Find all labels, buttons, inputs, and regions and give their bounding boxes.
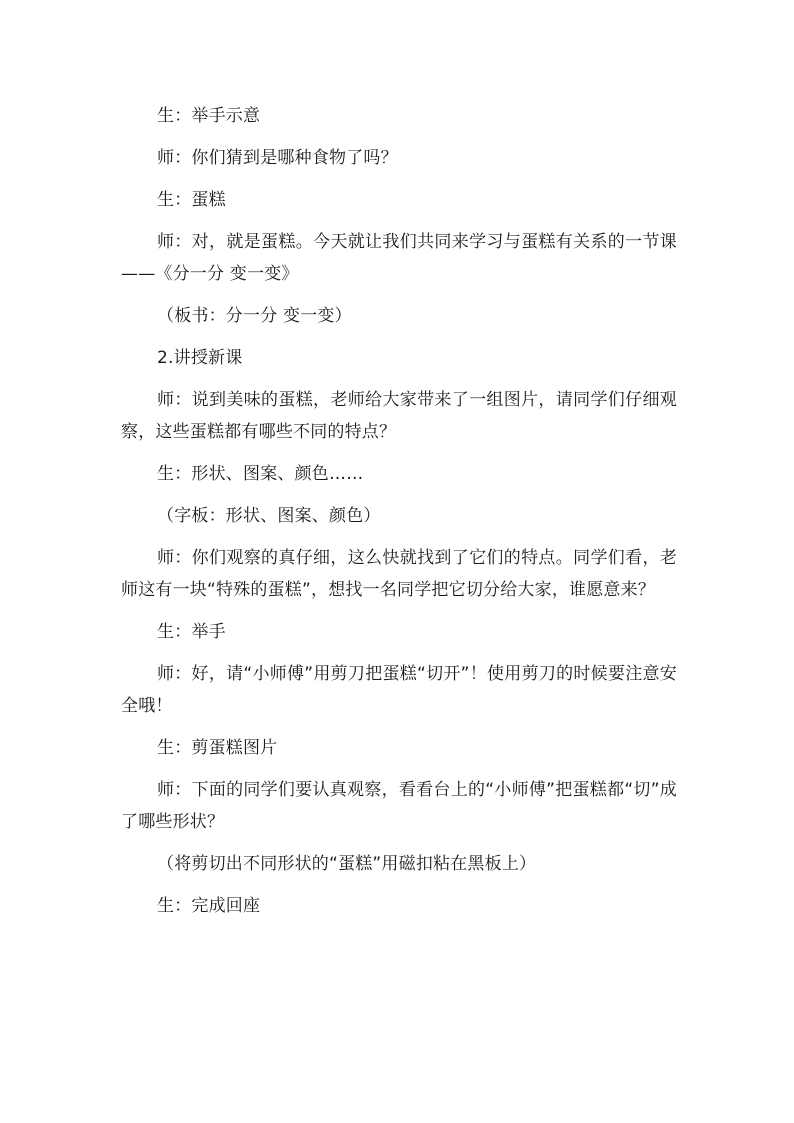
document-body: [121, 100, 677, 932]
paragraph-1: 生：举手示意: [157, 106, 261, 126]
paragraph-13: 生：剪蛋糕图片: [157, 738, 278, 758]
paragraph-14: 师：下面的同学们要认真观察，看看台上的“小师傅”把蛋糕都“切”成了哪些形状？: [121, 780, 677, 832]
paragraph-11: 生：举手: [157, 622, 226, 642]
paragraph-16: 生：完成回座: [157, 896, 261, 916]
paragraph-12: 师：好，请“小师傅”用剪刀把蛋糕“切开”！使用剪刀的时候要注意安全哦！: [121, 664, 677, 716]
paragraph-5: （板书：分一分 变一变）: [157, 306, 352, 326]
paragraph-3: 生：蛋糕: [157, 190, 226, 210]
paragraph-15: （将剪切出不同形状的“蛋糕”用磁扣粘在黑板上）: [157, 854, 537, 874]
paragraph-10: 师：你们观察的真仔细，这么快就找到了它们的特点。同学们看，老师这有一块“特殊的蛋糕”，想找一名同学把它切分给大家，谁愿意来？: [121, 548, 677, 600]
paragraph-9: （字板：形状、图案、颜色）: [157, 506, 381, 526]
paragraph-7: 师：说到美味的蛋糕，老师给大家带来了一组图片，请同学们仔细观察，这些蛋糕都有哪些不同的特点？: [121, 390, 677, 442]
paragraph-2: 师：你们猜到是哪种食物了吗？: [157, 148, 398, 168]
section-heading: 2.讲授新课: [157, 348, 243, 368]
paragraph-4: 师：对，就是蛋糕。今天就让我们共同来学习与蛋糕有关系的一节课——《分一分 变一变》: [121, 232, 677, 284]
paragraph-8: 生：形状、图案、颜色……: [157, 464, 364, 484]
